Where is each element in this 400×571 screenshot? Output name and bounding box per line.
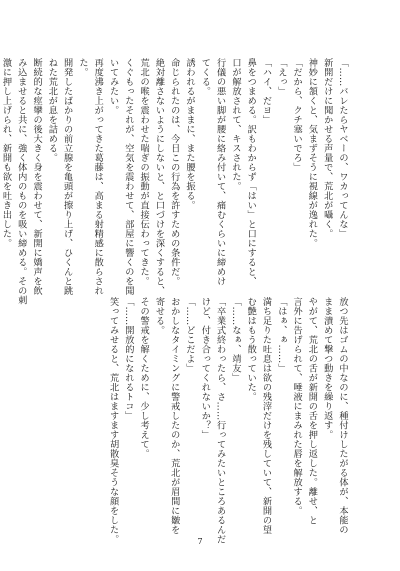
text-column: ねた荒北が息を詰める。 (46, 58, 58, 163)
text-column: み込ませると共に、強く体内のものを吸い締める。その刺 (15, 58, 27, 305)
text-column: 「はぁ、ぁ……」 (275, 297, 287, 373)
text-column: 命じられたのは、今日この行為を許すための条件だ。 (168, 58, 180, 286)
text-column: 絶対離さないようにしないと、と口づけを深くすると、 (153, 58, 165, 296)
text-column: 「ハイ、だヨ」 (260, 58, 272, 125)
text-column: 「卒業式終わったら、さ……行ってみたいところあるんだ (214, 297, 226, 544)
text-column: 「……なぁ、靖友」 (229, 297, 241, 383)
text-column: 誘われるがままに、また腰を振る。 (184, 58, 196, 210)
text-column: 再度沸き上がってきた葛藤は、高まる射精感に散らされ (92, 58, 104, 296)
text-column: 開発したばかりの前立腺を亀頭が擦り上げ、ひくんと跳 (61, 58, 73, 296)
page-number: 7 (197, 537, 203, 546)
text-column: やがて、荒北の舌が新開の舌を押し返した。離せ、と (306, 297, 318, 525)
text-column: 「……開放的になれるトコ」 (122, 297, 134, 421)
text-column: 激に押し上げられ、新開も欲を吐き出した。 (0, 58, 12, 248)
text-column: た。 (76, 58, 88, 77)
text-column: 「えっ」 (275, 58, 287, 96)
text-column: 荒北の喉を震わせた喘ぎの振動が直接伝わってきた。 (138, 58, 150, 286)
text-column: 鼻をつまめる。訳もわからず「はい」と口にすると、 (245, 58, 257, 286)
text-column: いてみたい。 (107, 58, 119, 115)
text-column: けど、付き合ってくれないか？」 (199, 297, 211, 440)
text-column: 新開だけに聞かせる声量で、荒北が囁く。 (321, 58, 333, 239)
text-column: 笑ってみせると、荒北はますます胡散臭そうな顔をした。 (107, 297, 119, 544)
text-column: 「だから、クチ塞いでろ」 (291, 58, 303, 172)
text-column: てくる。 (199, 58, 211, 96)
text-column: 放つ先はゴムの中なのに、種付けしたがる体が、本能の (337, 297, 348, 535)
text-column: まま潰めて撃つ動きを繰り返す。 (321, 297, 333, 440)
text-column: 行儀の悪い脚が腰に絡み付いて、痛むくらいに締めけ (214, 58, 226, 286)
text-column: くぐもったそれが、空気を震わせて、部屋に響くのを聞 (122, 58, 134, 296)
text-block-top (0, 58, 350, 305)
text-column: 満ち足りた吐息は欲の残滓だけを残していて、新開の望 (260, 297, 272, 535)
text-column: む艶はもう散っていた。 (245, 297, 257, 402)
text-column: おかしなタイミングに警戒したのか、荒北が眉間に皺を (168, 297, 180, 535)
text-column: 言外に告げられて、唾液にまみれた唇を解放する。 (291, 297, 303, 516)
text-column: 断続的な痙攣の後大きく身を震わせて、新開に嬌声を飲 (31, 58, 43, 296)
text-column: 口が解放されて、キスされた。 (229, 58, 241, 191)
text-column: 「……バレたらヤベーの、ワカってんな」 (337, 58, 348, 239)
text-block-bottom (70, 297, 350, 544)
text-column: その警戒を解くために、少し考えて。 (138, 297, 150, 459)
text-column: 寄せる。 (153, 297, 165, 335)
text-column: 「……どこだよ」 (184, 297, 196, 373)
text-column: 神妙に頷くと、気まずそうに視線が逸れた。 (306, 58, 318, 248)
